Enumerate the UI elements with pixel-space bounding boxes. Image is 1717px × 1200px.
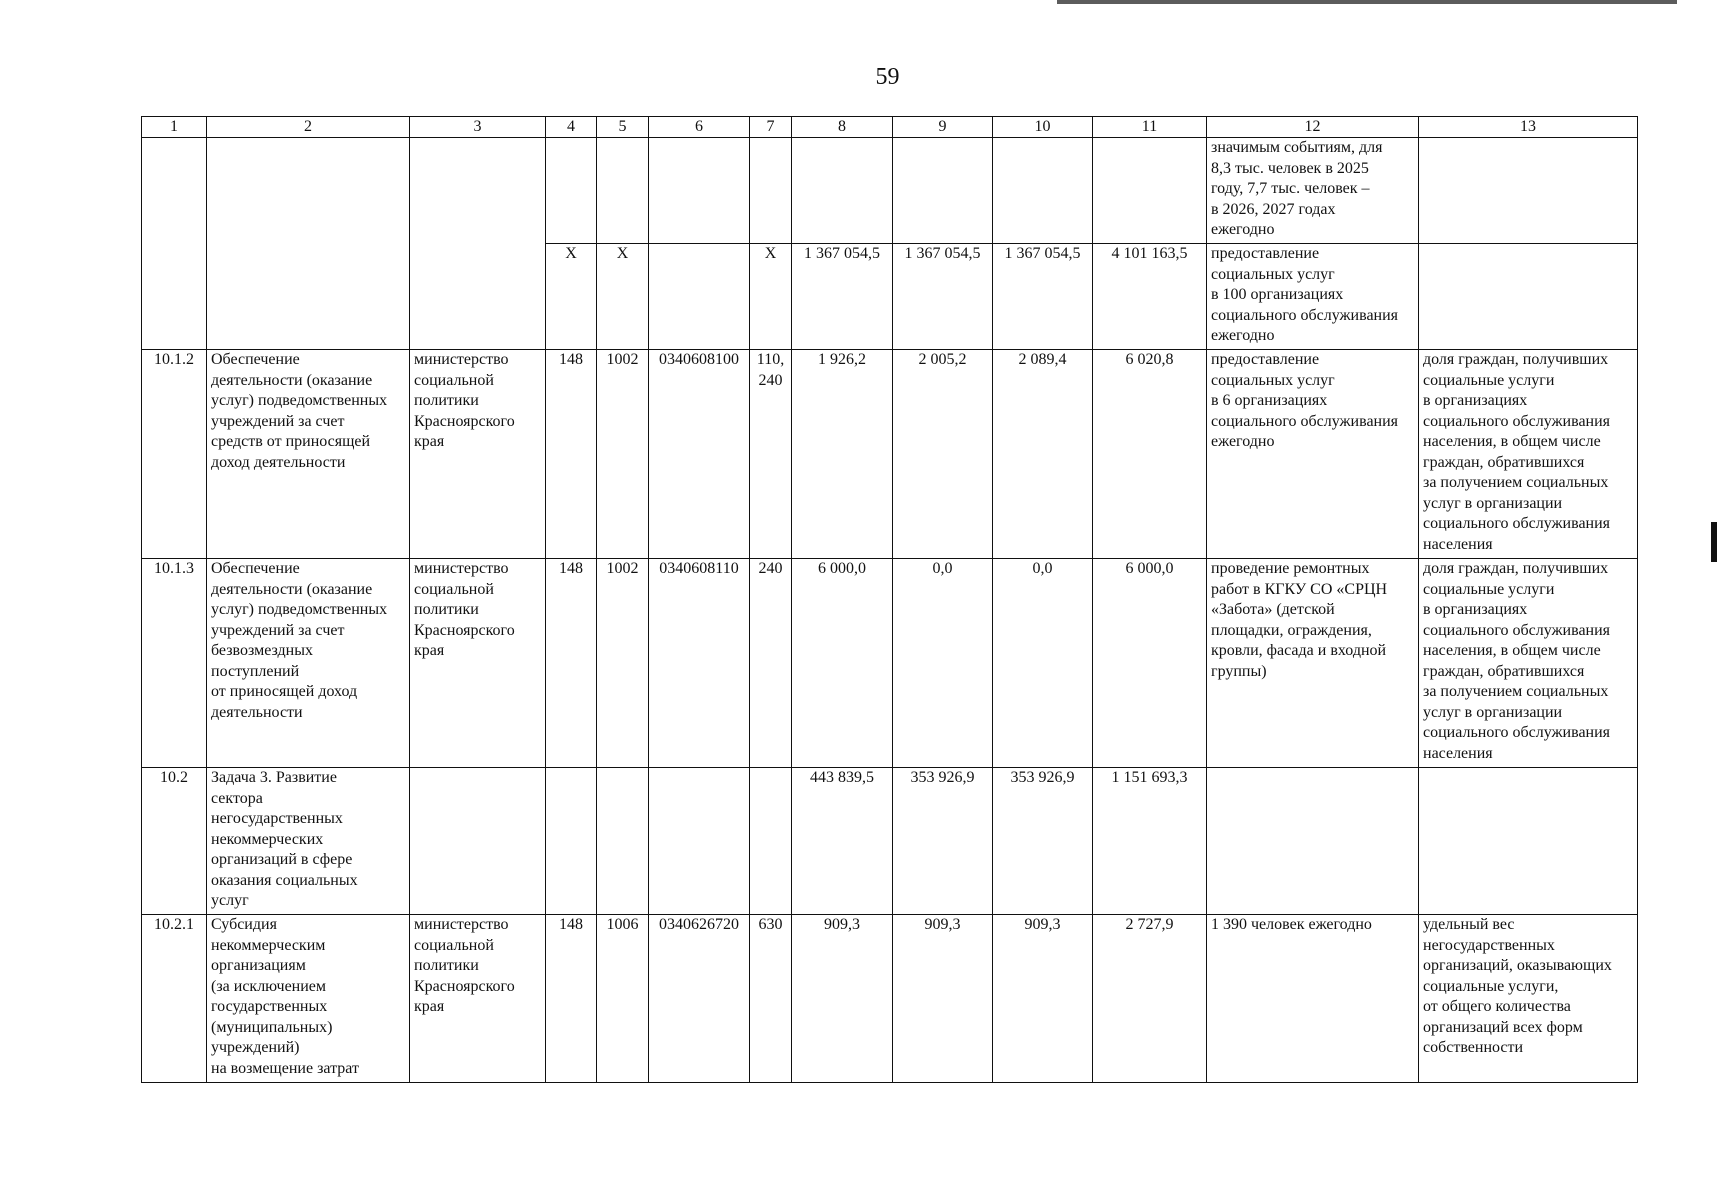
amount-2027-cell: 353 926,9	[993, 768, 1093, 915]
expense-type-cell	[750, 768, 792, 915]
grbs-cell: 148	[546, 915, 597, 1083]
target-article-cell: 0340608100	[649, 350, 750, 559]
scan-artifact-edge	[1711, 522, 1717, 562]
amount-2027-cell	[993, 138, 1093, 244]
column-header: 7	[750, 117, 792, 138]
expected-result-cell: 1 390 человек ежегодно	[1207, 915, 1419, 1083]
amount-total-cell: 2 727,9	[1093, 915, 1207, 1083]
row-number-cell: 10.1.3	[142, 559, 207, 768]
responsible-cell: министерство социальной политики Красноярского края	[410, 559, 546, 768]
column-header: 12	[1207, 117, 1419, 138]
row-number-cell	[142, 138, 207, 350]
target-article-cell	[649, 244, 750, 350]
activity-name-cell: Задача 3. Развитие сектора негосударственных некоммерческих организаций в сфере оказания социальных услуг	[207, 768, 410, 915]
amount-2025-cell: 1 926,2	[792, 350, 893, 559]
activity-name-cell: Обеспечение деятельности (оказание услуг) подведомственных учреждений за счет безвозмездных поступлений от приносящей доход деятельности	[207, 559, 410, 768]
amount-2026-cell: 2 005,2	[893, 350, 993, 559]
amount-2026-cell: 353 926,9	[893, 768, 993, 915]
responsible-cell	[410, 138, 546, 350]
column-header: 9	[893, 117, 993, 138]
amount-2025-cell: 443 839,5	[792, 768, 893, 915]
column-header: 13	[1419, 117, 1638, 138]
section-cell	[597, 138, 649, 244]
column-header: 1	[142, 117, 207, 138]
amount-total-cell: 6 020,8	[1093, 350, 1207, 559]
column-header: 6	[649, 117, 750, 138]
column-header: 4	[546, 117, 597, 138]
table-row	[142, 768, 1638, 915]
amount-2026-cell: 1 367 054,5	[893, 244, 993, 350]
section-cell	[597, 768, 649, 915]
target-article-cell: 0340608110	[649, 559, 750, 768]
amount-total-cell: 4 101 163,5	[1093, 244, 1207, 350]
scan-artifact-top	[1057, 0, 1677, 4]
activity-name-cell: Обеспечение деятельности (оказание услуг) подведомственных учреждений за счет средств от приносящей доход деятельности	[207, 350, 410, 559]
expected-result-cell: значимым событиям, для 8,3 тыс. человек в 2025 году, 7,7 тыс. человек – в 2026, 2027 годах ежегодно	[1207, 138, 1419, 244]
expense-type-cell	[750, 138, 792, 244]
page-number: 59	[875, 64, 900, 90]
section-cell: X	[597, 244, 649, 350]
expense-type-cell: 240	[750, 559, 792, 768]
activity-name-cell: Субсидия некоммерческим организациям (за исключением государственных (муниципальных) учреждений) на возмещение затрат	[207, 915, 410, 1083]
amount-total-cell: 6 000,0	[1093, 559, 1207, 768]
expected-result-cell: проведение ремонтных работ в КГКУ СО «СРЦН «Забота» (детской площадки, ограждения, кровли, фасада и входной группы)	[1207, 559, 1419, 768]
expected-result-cell: предоставление социальных услуг в 6 организациях социального обслуживания ежегодно	[1207, 350, 1419, 559]
section-cell: 1002	[597, 350, 649, 559]
amount-2026-cell: 0,0	[893, 559, 993, 768]
table-row	[142, 559, 1638, 768]
responsible-cell: министерство социальной политики Красноярского края	[410, 915, 546, 1083]
table-row	[142, 138, 1638, 244]
grbs-cell: 148	[546, 350, 597, 559]
amount-2027-cell: 0,0	[993, 559, 1093, 768]
amount-total-cell: 1 151 693,3	[1093, 768, 1207, 915]
column-header: 5	[597, 117, 649, 138]
section-cell: 1006	[597, 915, 649, 1083]
expense-type-cell: 630	[750, 915, 792, 1083]
indicator-cell	[1419, 768, 1638, 915]
column-header: 11	[1093, 117, 1207, 138]
row-number-cell: 10.2.1	[142, 915, 207, 1083]
target-article-cell	[649, 768, 750, 915]
table-row	[142, 915, 1638, 1083]
expense-type-cell: 110, 240	[750, 350, 792, 559]
column-header: 2	[207, 117, 410, 138]
expected-result-cell: предоставление социальных услуг в 100 организациях социального обслуживания ежегодно	[1207, 244, 1419, 350]
target-article-cell: 0340626720	[649, 915, 750, 1083]
grbs-cell	[546, 138, 597, 244]
grbs-cell: X	[546, 244, 597, 350]
row-number-cell: 10.2	[142, 768, 207, 915]
amount-2026-cell: 909,3	[893, 915, 993, 1083]
column-number-header-row	[142, 117, 1638, 138]
amount-2025-cell: 6 000,0	[792, 559, 893, 768]
responsible-cell: министерство социальной политики Красноярского края	[410, 350, 546, 559]
activity-name-cell	[207, 138, 410, 350]
indicator-cell	[1419, 244, 1638, 350]
amount-2027-cell: 1 367 054,5	[993, 244, 1093, 350]
indicator-cell	[1419, 138, 1638, 244]
table-row	[142, 350, 1638, 559]
responsible-cell	[410, 768, 546, 915]
indicator-cell: доля граждан, получивших социальные услуги в организациях социального обслуживания населения, в общем числе граждан, обратившихся за получением социальных услуг в организации социального обслуживания населения	[1419, 559, 1638, 768]
column-header: 3	[410, 117, 546, 138]
column-header: 10	[993, 117, 1093, 138]
amount-2025-cell: 909,3	[792, 915, 893, 1083]
grbs-cell	[546, 768, 597, 915]
column-header: 8	[792, 117, 893, 138]
indicator-cell: доля граждан, получивших социальные услуги в организациях социального обслуживания населения, в общем числе граждан, обратившихся за получением социальных услуг в организации социального обслуживания населения	[1419, 350, 1638, 559]
target-article-cell	[649, 138, 750, 244]
grbs-cell: 148	[546, 559, 597, 768]
expense-type-cell: X	[750, 244, 792, 350]
section-cell: 1002	[597, 559, 649, 768]
program-activities-table	[141, 116, 1638, 1083]
row-number-cell: 10.1.2	[142, 350, 207, 559]
amount-2027-cell: 2 089,4	[993, 350, 1093, 559]
amount-2025-cell: 1 367 054,5	[792, 244, 893, 350]
amount-total-cell	[1093, 138, 1207, 244]
amount-2025-cell	[792, 138, 893, 244]
amount-2027-cell: 909,3	[993, 915, 1093, 1083]
amount-2026-cell	[893, 138, 993, 244]
indicator-cell: удельный вес негосударственных организаций, оказывающих социальные услуги, от общего количества организаций всех форм собственности	[1419, 915, 1638, 1083]
expected-result-cell	[1207, 768, 1419, 915]
